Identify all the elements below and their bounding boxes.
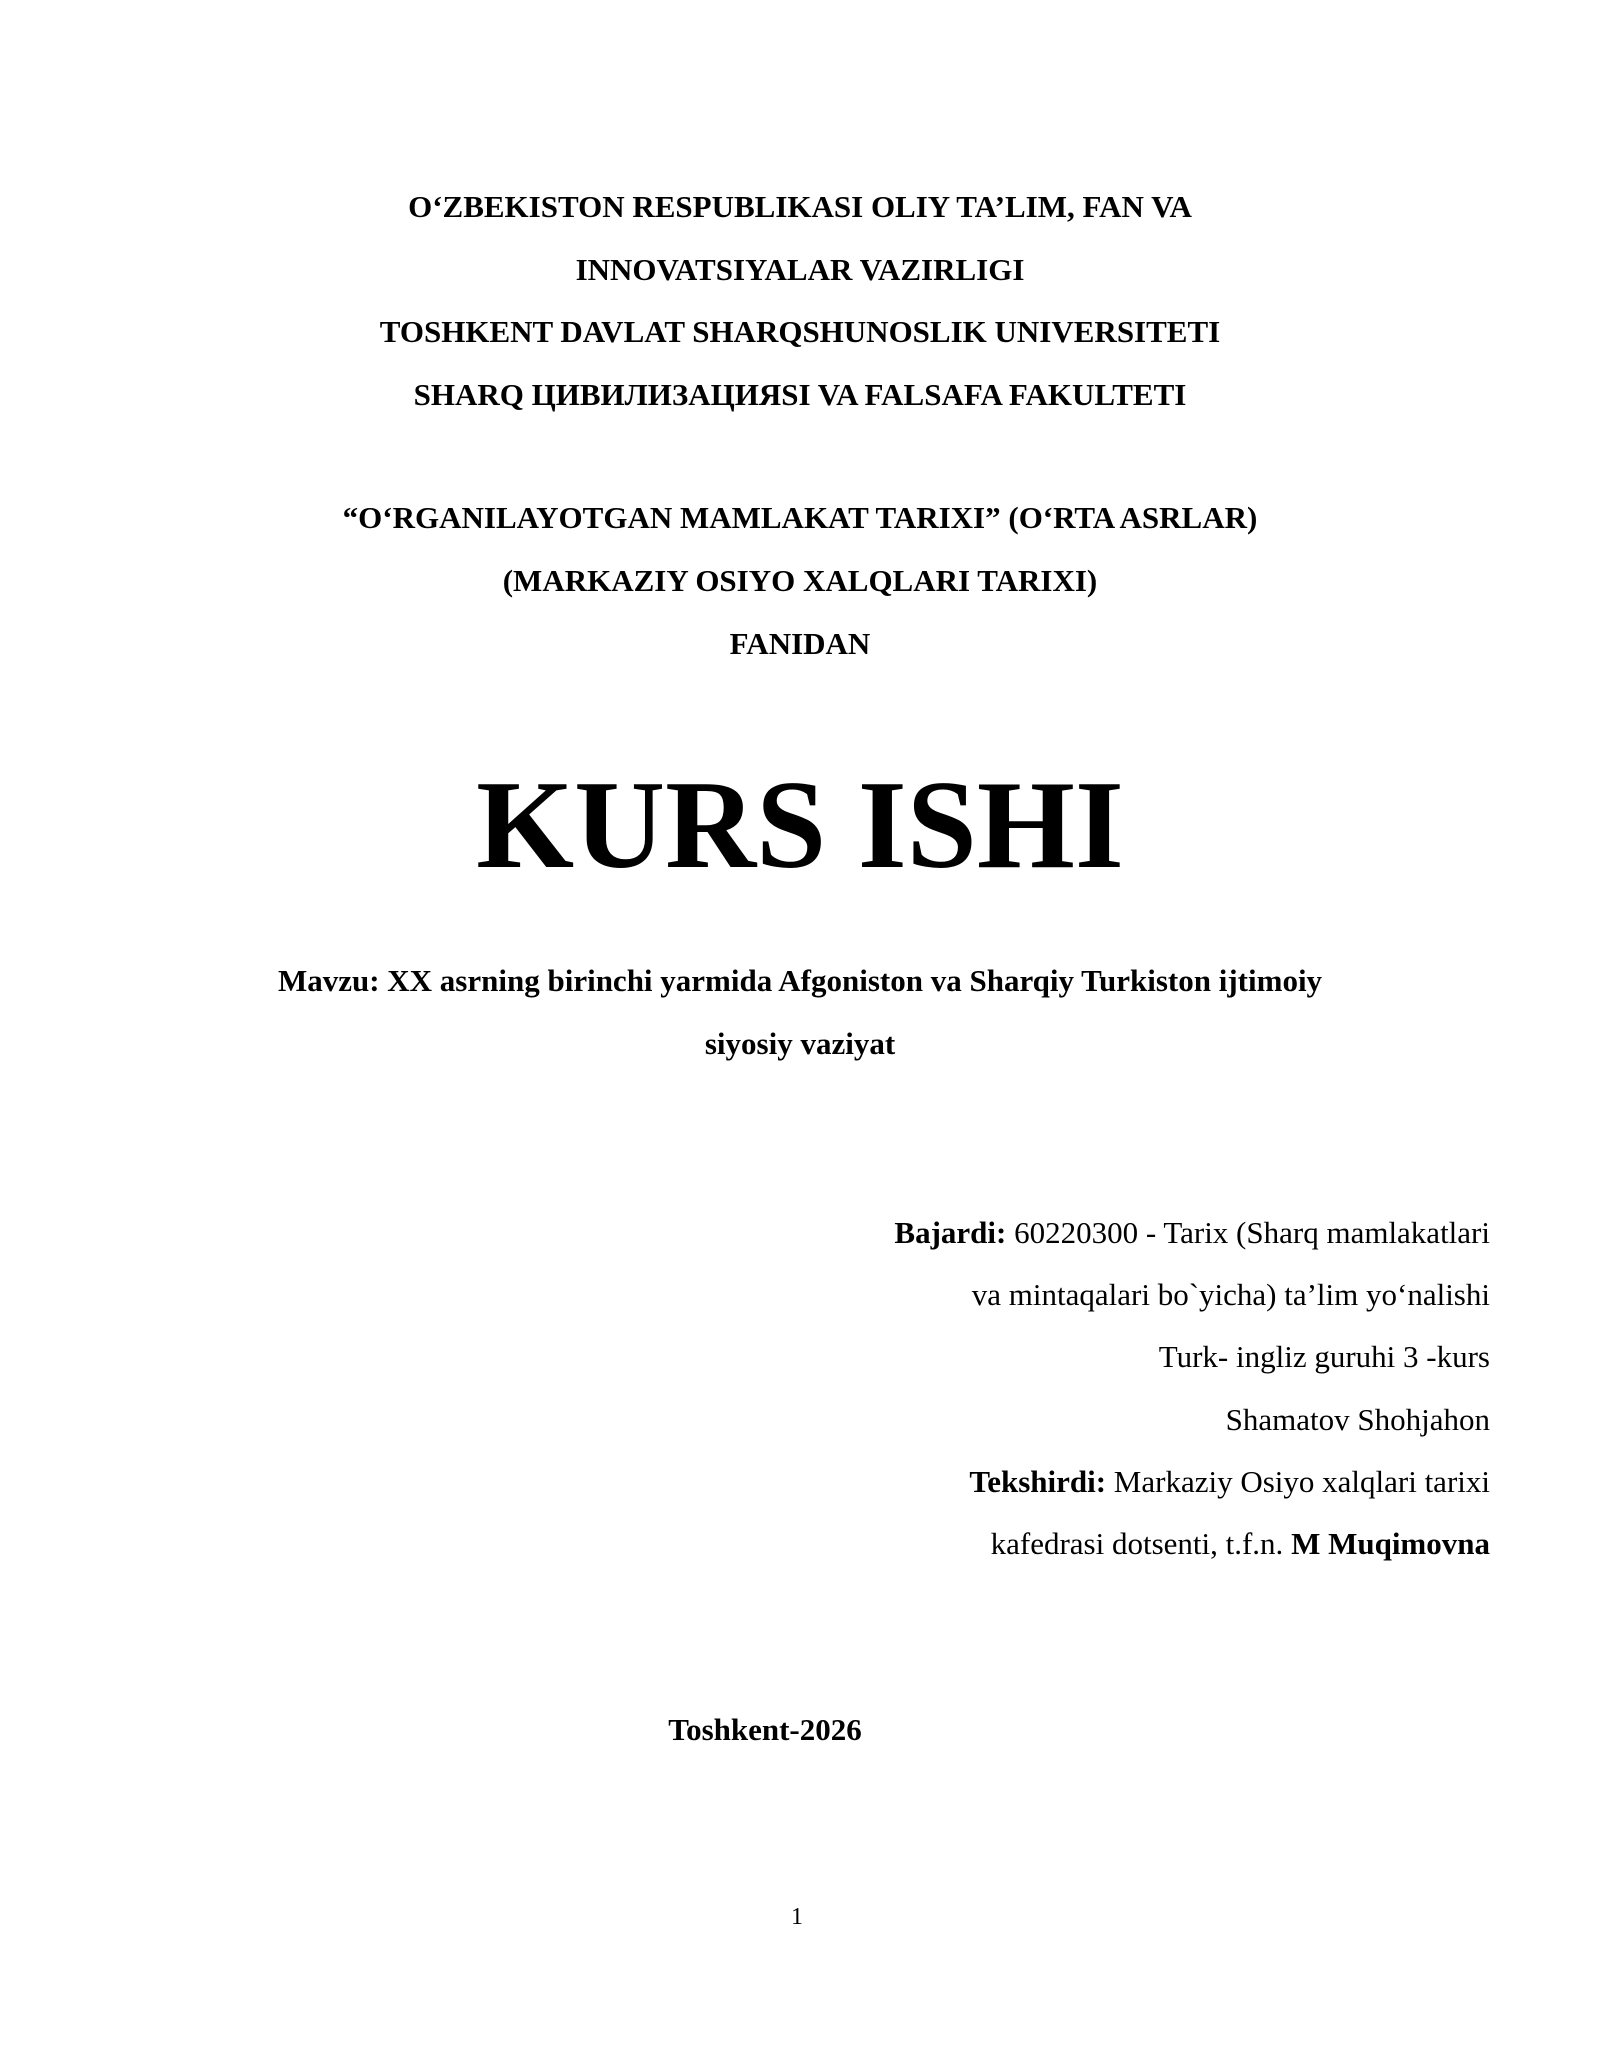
ministry-line-1: O‘ZBEKISTON RESPUBLIKASI OLIY TA’LIM, FAN VA: [408, 189, 1192, 224]
document-title: KURS ISHI: [476, 756, 1124, 895]
subject-line-3: FANIDAN: [729, 626, 871, 661]
tekshirdi-department: Markaziy Osiyo xalqlari tarixi: [1106, 1464, 1490, 1499]
tekshirdi-line-1: [290, 1462, 1490, 1502]
faculty-name: SHARQ ЦИВИЛИЗАЦИЯSI VA FALSAFA FAKULTETI: [413, 377, 1187, 412]
page-number: 1: [791, 1904, 803, 1930]
bajardi-line-2: va mintaqalari bo`yicha) ta’lim yo‘nalishi: [971, 1277, 1490, 1312]
tekshirdi-line-2: [290, 1524, 1490, 1564]
university-name: TOSHKENT DAVLAT SHARQSHUNOSLIK UNIVERSITETI: [379, 314, 1221, 349]
topic-line-1: Mavzu: XX asrning birinchi yarmida Afgoniston va Sharqiy Turkiston ijtimoiy: [277, 963, 1323, 998]
subject-line-2: (MARKAZIY OSIYO XALQLARI TARIXI): [502, 563, 1098, 598]
topic-line-2: siyosiy vaziyat: [704, 1026, 896, 1061]
teacher-name: M Muqimovna: [1291, 1526, 1490, 1561]
bajardi-line-1: [290, 1213, 1490, 1253]
tekshirdi-label: Tekshirdi:: [969, 1464, 1107, 1499]
ministry-line-2: INNOVATSIYALAR VAZIRLIGI: [575, 252, 1025, 287]
student-name: Shamatov Shohjahon: [1225, 1402, 1490, 1437]
city-year: Toshkent-2026: [668, 1712, 862, 1747]
bajardi-program: 60220300 - Tarix (Sharq mamlakatlari: [1006, 1215, 1490, 1250]
group-line: Turk- ingliz guruhi 3 -kurs: [1158, 1339, 1490, 1374]
teacher-title: kafedrasi dotsenti, t.f.n.: [990, 1526, 1292, 1561]
bajardi-label: Bajardi:: [894, 1215, 1007, 1250]
subject-line-1: “O‘RGANILAYOTGAN MAMLAKAT TARIXI” (O‘RTA ASRLAR): [342, 500, 1258, 535]
